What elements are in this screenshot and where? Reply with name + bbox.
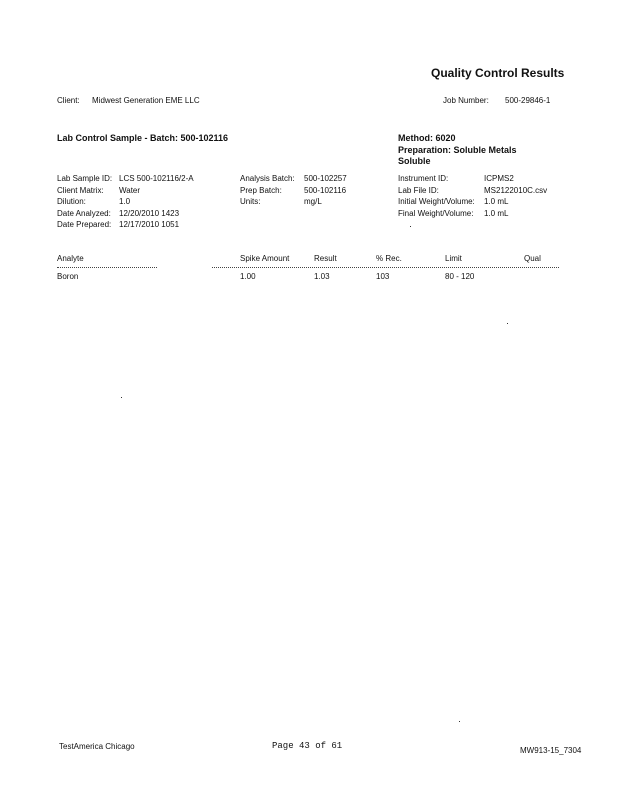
scan-speck bbox=[410, 226, 411, 227]
fields-left-values bbox=[119, 173, 194, 231]
scan-speck bbox=[121, 397, 122, 398]
fields-mid-labels bbox=[240, 173, 295, 208]
lab-file-id-value: MS2122010C.csv bbox=[484, 185, 548, 195]
instrument-id-value: ICPMS2 bbox=[484, 174, 514, 183]
scan-speck bbox=[507, 323, 508, 324]
fields-right-values bbox=[484, 173, 547, 219]
dilution-value: 1.0 bbox=[119, 197, 131, 206]
client-matrix-value: Water bbox=[119, 185, 141, 195]
fields-left-labels bbox=[57, 173, 112, 231]
lab-sample-id-value: LCS 500-102116/2-A bbox=[119, 174, 194, 183]
date-analyzed-label: Date Analyzed: bbox=[57, 208, 111, 218]
lab-file-id-label: Lab File ID: bbox=[398, 185, 439, 195]
date-prepared-label: Date Prepared: bbox=[57, 220, 112, 229]
job-number-value: 500-29846-1 bbox=[505, 96, 551, 105]
header-rule bbox=[212, 267, 559, 268]
client-label: Client: bbox=[57, 96, 80, 105]
final-volume-value: 1.0 mL bbox=[484, 208, 509, 218]
client-matrix-label: Client Matrix: bbox=[57, 185, 104, 195]
footer-doc-id: MW913-15_7304 bbox=[520, 746, 582, 755]
col-header-limit: Limit bbox=[445, 254, 462, 263]
cell-rec: 103 bbox=[376, 272, 390, 281]
cell-limit: 80 - 120 bbox=[445, 272, 475, 281]
footer-page: Page 43 of 61 bbox=[272, 741, 343, 751]
header-rule-analyte bbox=[57, 267, 157, 268]
initial-volume-value: 1.0 mL bbox=[484, 197, 509, 206]
job-number-label: Job Number: bbox=[443, 96, 489, 105]
date-analyzed-value: 12/20/2010 1423 bbox=[119, 208, 180, 218]
col-header-result: Result bbox=[314, 254, 337, 263]
dilution-label: Dilution: bbox=[57, 197, 86, 206]
col-header-analyte: Analyte bbox=[57, 254, 84, 263]
preparation-cont: Soluble bbox=[398, 156, 431, 166]
method: Method: 6020 bbox=[398, 133, 456, 143]
col-header-rec: % Rec. bbox=[376, 254, 402, 263]
units-label: Units: bbox=[240, 197, 261, 206]
scan-speck bbox=[459, 721, 460, 722]
prep-batch-value: 500-102116 bbox=[304, 185, 347, 195]
page-title: Quality Control Results bbox=[431, 66, 565, 80]
lab-sample-id-label: Lab Sample ID: bbox=[57, 174, 113, 183]
fields-right-labels bbox=[398, 173, 475, 219]
col-header-qual: Qual bbox=[524, 254, 541, 263]
fields-mid-values bbox=[304, 173, 347, 208]
cell-result: 1.03 bbox=[314, 272, 330, 281]
analysis-batch-value: 500-102257 bbox=[304, 174, 347, 183]
instrument-id-label: Instrument ID: bbox=[398, 174, 449, 183]
initial-volume-label: Initial Weight/Volume: bbox=[398, 197, 475, 206]
footer-lab: TestAmerica Chicago bbox=[59, 742, 135, 751]
units-value: mg/L bbox=[304, 197, 322, 206]
analysis-batch-label: Analysis Batch: bbox=[240, 174, 295, 183]
cell-analyte: Boron bbox=[57, 272, 79, 281]
client-value: Midwest Generation EME LLC bbox=[92, 96, 200, 105]
final-volume-label: Final Weight/Volume: bbox=[398, 208, 474, 218]
cell-spike: 1.00 bbox=[240, 272, 256, 281]
section-title: Lab Control Sample - Batch: 500-102116 bbox=[57, 133, 229, 143]
date-prepared-value: 12/17/2010 1051 bbox=[119, 220, 180, 229]
preparation: Preparation: Soluble Metals bbox=[398, 145, 517, 155]
prep-batch-label: Prep Batch: bbox=[240, 185, 282, 195]
col-header-spike: Spike Amount bbox=[240, 254, 290, 263]
